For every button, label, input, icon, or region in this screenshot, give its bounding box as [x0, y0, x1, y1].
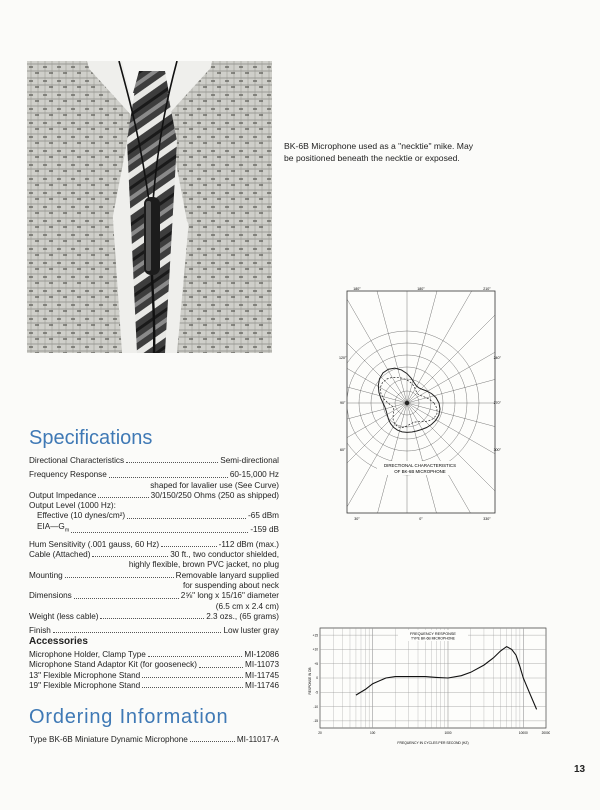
spec-value: 60-15,000 Hz — [229, 470, 279, 480]
polar-directional-chart — [337, 283, 502, 521]
leader-dots — [98, 497, 148, 498]
freq-x-tick-label: 20 — [318, 731, 322, 735]
caption-line-1: BK-6B Microphone used as a "necktie" mike. May — [284, 141, 474, 151]
freq-y-tick-labels — [313, 633, 319, 723]
spec-label-eia: EIA—G — [37, 521, 65, 531]
leader-dots — [74, 598, 179, 599]
spec-row-impedance — [29, 491, 279, 501]
leader-dots — [142, 687, 243, 688]
spec-value: 30/150/250 Ohms (250 as shipped) — [150, 490, 279, 500]
accessory-label: 19" Flexible Microphone Stand — [29, 680, 141, 690]
specifications-list — [29, 456, 279, 636]
accessory-row — [29, 660, 279, 670]
spec-value: 2⅝" long x 15/16" diameter — [180, 591, 279, 601]
spec-label: Cable (Attached) — [29, 550, 91, 560]
freq-chart-title: FREQUENCY RESPONSE — [410, 632, 456, 636]
accessories-heading: Accessories — [29, 636, 88, 647]
spec-row-weight — [29, 612, 279, 622]
photo-illustration — [27, 61, 272, 353]
spec-label: Mounting — [29, 570, 63, 580]
accessory-row — [29, 681, 279, 691]
leader-dots — [65, 577, 174, 578]
spec-label: Finish — [29, 626, 51, 636]
spec-label: Weight (less cable) — [29, 611, 99, 621]
freq-y-tick-label: +5 — [314, 661, 318, 666]
specifications-heading: Specifications — [29, 427, 153, 449]
freq-x-tick-label: 1000 — [444, 731, 452, 735]
accessory-part-number: MI-12086 — [244, 650, 279, 659]
spec-continuation: highly flexible, brown PVC jacket, no plug — [128, 560, 279, 570]
spec-value: -159 dB — [250, 525, 279, 535]
spec-row-hum — [29, 540, 279, 550]
spec-label: Dimensions — [29, 591, 72, 601]
freq-y-tick-label: +10 — [312, 647, 318, 652]
leader-dots — [142, 677, 243, 678]
spec-value: -112 dBm (max.) — [218, 539, 279, 549]
spec-label — [37, 522, 69, 536]
freq-x-axis-label: FREQUENCY IN CYCLES PER SECOND (HZ) — [397, 741, 469, 745]
spec-value: -65 dBm — [248, 511, 279, 521]
spec-row-eia — [29, 522, 279, 536]
spec-label: Directional Characteristics — [29, 456, 125, 465]
spec-value: 2.3 ozs., (65 grams) — [206, 611, 279, 621]
freq-y-tick-label: -10 — [313, 704, 318, 709]
spec-label: Output Impedance — [29, 490, 97, 500]
freq-x-tick-label: 100 — [369, 731, 376, 735]
polar-label-bottom-1: 30° — [354, 517, 360, 521]
accessory-label: Microphone Holder, Clamp Type — [29, 650, 146, 659]
accessories-list — [29, 650, 279, 691]
polar-label-left-3: 60° — [340, 448, 346, 452]
necktie-microphone-photo — [27, 61, 272, 353]
spec-label: Effective (10 dynes/cm²) — [37, 511, 126, 521]
ordering-part-number: MI-11017-A — [236, 735, 279, 744]
spec-row-directional — [29, 456, 279, 466]
leader-dots — [148, 656, 243, 657]
polar-center-mark — [405, 401, 409, 405]
polar-label-right-3: 300° — [493, 448, 501, 452]
freq-x-tick-labels — [318, 731, 550, 735]
accessory-row — [29, 650, 279, 660]
leader-dots — [53, 632, 222, 633]
spec-row-finish — [29, 626, 279, 636]
spec-row-output-level — [29, 501, 279, 511]
spec-continuation: (6.5 cm x 2.4 cm) — [215, 601, 279, 611]
leader-dots — [126, 462, 218, 463]
spec-value: 30 ft., two conductor shielded, — [170, 550, 279, 560]
accessory-part-number: MI-11073 — [245, 660, 279, 670]
freq-chart-subtitle: TYPE BK-6B MICROPHONE — [411, 636, 455, 641]
polar-label-left-2: 90° — [340, 401, 346, 405]
accessory-row — [29, 671, 279, 681]
spec-row-dimensions — [29, 591, 279, 601]
spec-label: Output Level (1000 Hz): — [29, 501, 116, 511]
frequency-response-chart — [306, 626, 550, 750]
accessory-label: 13" Flexible Microphone Stand — [29, 670, 141, 680]
ordering-label: Type BK-6B Miniature Dynamic Microphone — [29, 735, 188, 744]
freq-y-axis-label: RESPONSE IN DB — [308, 667, 312, 695]
leader-dots — [92, 556, 168, 557]
leader-dots — [190, 741, 235, 742]
polar-label-right-2: 270° — [493, 401, 501, 405]
spec-continuation: shaped for lavalier use (See Curve) — [150, 480, 279, 490]
polar-chart-frame — [347, 291, 495, 513]
polar-label-right-1: 240° — [493, 356, 501, 360]
spec-value: Low luster gray — [223, 626, 279, 636]
freq-x-tick-label: 20000 — [541, 731, 550, 735]
freq-y-tick-label: -5 — [315, 690, 318, 695]
leader-dots — [109, 477, 228, 478]
freq-x-tick-label: 10000 — [518, 731, 528, 735]
leader-dots — [199, 667, 243, 668]
accessory-part-number: MI-11745 — [245, 670, 279, 680]
polar-label-left-1: 120° — [339, 356, 347, 360]
ordering-row — [29, 735, 279, 745]
ordering-heading: Ordering Information — [29, 706, 229, 728]
polar-caption-line-1: DIRECTIONAL CHARACTERISTICS — [383, 463, 457, 468]
spec-label: Frequency Response — [29, 470, 107, 480]
photo-caption — [284, 141, 489, 164]
polar-label-top-2: 180° — [417, 287, 425, 291]
spec-row-effective — [29, 511, 279, 521]
ordering-info — [29, 735, 279, 745]
spec-row-cable — [29, 550, 279, 560]
spec-row-frequency — [29, 470, 279, 480]
polar-label-top-1: 180° — [353, 287, 361, 291]
spec-value: Removable lanyard supplied — [175, 570, 279, 580]
leader-dots — [100, 618, 204, 619]
polar-label-top-3: 210° — [483, 287, 491, 291]
spec-row-mounting — [29, 571, 279, 581]
leader-dots — [161, 546, 217, 547]
polar-caption-line-2: OF BK-6B MICROPHONE — [394, 469, 446, 474]
page-number: 13 — [574, 764, 586, 775]
accessory-label: Microphone Stand Adaptor Kit (for gooseneck) — [29, 660, 197, 670]
freq-y-tick-label: +15 — [312, 633, 318, 638]
accessory-part-number: MI-11746 — [245, 680, 279, 690]
leader-dots — [127, 518, 246, 519]
spec-value: Semi-directional — [220, 456, 279, 465]
spec-label: Hum Sensitivity (.001 gauss, 60 Hz) — [29, 539, 160, 549]
leader-dots — [71, 532, 248, 533]
freq-y-tick-label: -15 — [313, 719, 318, 724]
caption-line-2: be positioned beneath the necktie or exposed. — [284, 152, 460, 163]
spec-continuation: for suspending about neck — [182, 580, 279, 590]
polar-label-bottom-3: 330° — [483, 517, 491, 521]
freq-y-tick-label: 0 — [316, 676, 318, 681]
spec-label-eia-subscript: m — [64, 527, 70, 534]
polar-label-bottom-2: 0° — [419, 517, 423, 521]
